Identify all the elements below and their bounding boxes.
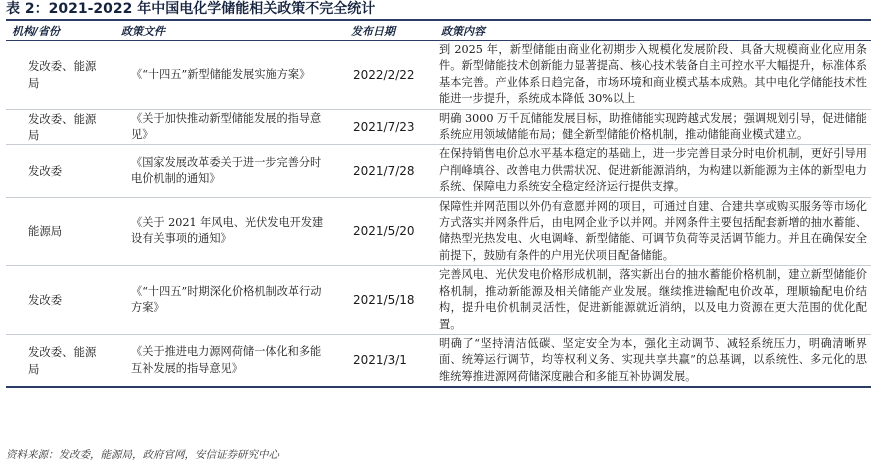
cell-org: 发改委、能源局: [6, 334, 109, 387]
cell-date: 2021/3/1: [339, 334, 435, 387]
header-doc: 政策文件: [109, 20, 339, 41]
cell-date: 2021/7/23: [339, 109, 435, 145]
table-row: [6, 197, 871, 266]
cell-org: 发改委: [6, 145, 109, 197]
header-content: 政策内容: [435, 20, 871, 41]
cell-org: 发改委、能源局: [28, 59, 97, 90]
cell-doc: 《关于 2021 年风电、光伏发电开发建设有关事项的通知》: [109, 197, 339, 266]
cell-doc: 《国家发展改革委关于进一步完善分时电价机制的通知》: [109, 145, 339, 197]
policy-table: [6, 19, 871, 388]
cell-date: 2021/5/18: [339, 266, 435, 335]
table-row: [6, 41, 871, 110]
table-row: [6, 334, 871, 387]
cell-doc: 《关于推进电力源网荷储一体化和多能互补发展的指导意见》: [109, 334, 339, 387]
cell-doc: 《关于加快推动新型储能发展的指导意见》: [109, 109, 339, 145]
header-date: 发布日期: [339, 20, 435, 41]
cell-content: 保障性并网范围以外仍有意愿并网的项目，可通过自建、合建共享或购买服务等市场化方式落实并网条件后，由电网企业予以并网。并网条件主要包括配套新增的抽水蓄能、储热型光热发电、火电调峰、新型储能、可调节负荷等灵活调节能力。并且在确保安全前提下，鼓励有条件的户用光伏项目配备储能。: [435, 197, 871, 266]
cell-doc: 《“十四五”新型储能发展实施方案》: [131, 67, 311, 81]
table-row: [6, 266, 871, 335]
cell-content: 在保持销售电价总水平基本稳定的基础上，进一步完善目录分时电价机制，更好引导用户削峰填谷、改善电力供需状况、促进新能源消纳，为构建以新能源为主体的新型电力系统、保障电力系统安全稳定经济运行提供支撑。: [435, 145, 871, 197]
table-title: 表 2：2021-2022 年中国电化学储能相关政策不完全统计: [6, 1, 376, 17]
cell-doc: 《“十四五”时期深化价格机制改革行动方案》: [109, 266, 339, 335]
cell-org: 能源局: [6, 197, 109, 266]
header-org: 机构/省份: [6, 20, 109, 41]
table-row: [6, 109, 871, 145]
cell-org: 发改委、能源局: [6, 109, 109, 145]
cell-content: 完善风电、光伏发电价格形成机制，落实新出台的抽水蓄能价格机制，建立新型储能价格机制，推动新能源及相关储能产业发展。继续推进输配电价改革，理顺输配电价结构，提升电价机制灵活性，促进新能源就近消纳，以及电力资源在更大范围的优化配置。: [435, 266, 871, 335]
table-row: [6, 145, 871, 197]
cell-content: 明确了“坚持清洁低碳、坚定安全为本，强化主动调节、减轻系统压力，明确清晰界面、统筹运行调节，均等权利义务、实现共享共赢”的总基调，以系统性、多元化的思维统筹推进源网荷储深度融合和多能互补协调发展。: [435, 334, 871, 387]
cell-content: 明确 3000 万千瓦储能发展目标，助推储能实现跨越式发展；强调规划引导，促进储能系统应用领域储能布局；健全新型储能价格机制，推动储能商业模式建立。: [435, 109, 871, 145]
cell-content: 到 2025 年，新型储能由商业化初期步入规模化发展阶段、具备大规模商业化应用条件。新型储能技术创新能力显著提高、核心技术装备自主可控水平大幅提升，标准体系基本完善。产业体系日趋完备，市场环境和商业模式基本成熟。其中电化学储能技术性能进一步提升，系统成本降低 30%以上: [439, 43, 867, 106]
table-header-row: [6, 20, 871, 41]
cell-date: 2021/7/28: [339, 145, 435, 197]
cell-date: 2022/2/22: [353, 67, 415, 82]
source-note: 资料来源：发改委，能源局，政府官网，安信证券研究中心: [6, 449, 279, 461]
cell-date: 2021/5/20: [339, 197, 435, 266]
cell-org: 发改委: [6, 266, 109, 335]
